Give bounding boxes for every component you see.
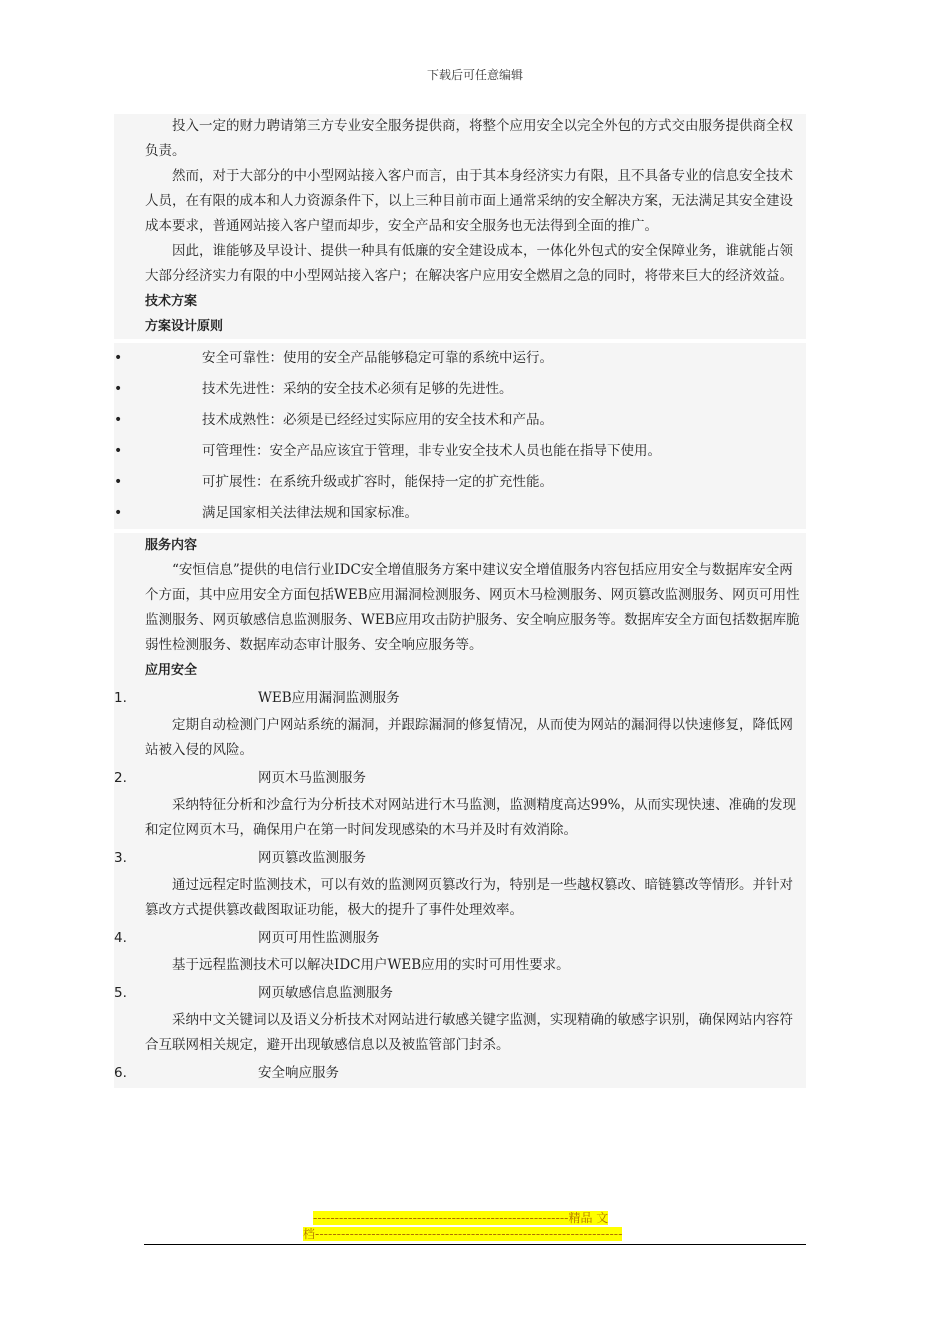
- item-description: 采纳特征分析和沙盒行为分析技术对网站进行木马监测，监测精度高达99%，从而实现快速、准确的发现和定位网页木马，确保用户在第一时间发现感染的木马并及时有效消除。: [145, 797, 797, 838]
- bullet-icon: •: [114, 350, 123, 366]
- item-number: 6.: [114, 1065, 127, 1081]
- paragraph: 然而，对于大部分的中小型网站接入客户而言，由于其本身经济实力有限，且不具备专业的信息安全技术人员，在有限的成本和人力资源条件下，以上三种目前市面上通常采纳的安全解决方案，无法满足其安全建设成本要求，普通网站接入客户望而却步，安全产品和安全服务也无法得到全面的推广。: [145, 168, 793, 234]
- intro-block: [114, 114, 806, 339]
- list-item-text: 可管理性：安全产品应该宜于管理，非专业安全技术人员也能在指导下使用。: [202, 443, 661, 459]
- footer-line: -----------------------------------------------------------精品 文: [313, 1211, 609, 1225]
- list-item: [114, 405, 806, 436]
- bullet-icon: •: [114, 474, 123, 490]
- item-title: 网页可用性监测服务: [258, 930, 380, 946]
- item-description: 定期自动检测门户网站系统的漏洞，并跟踪漏洞的修复情况，从而使为网站的漏洞得以快速修复，降低网站被入侵的风险。: [145, 717, 793, 758]
- list-item-text: 技术先进性：采纳的安全技术必须有足够的先进性。: [202, 381, 513, 397]
- numbered-item: [114, 763, 806, 793]
- numbered-item: [114, 1058, 806, 1088]
- item-number: 4.: [114, 930, 127, 946]
- item-title: 网页篡改监测服务: [258, 850, 366, 866]
- item-title: 安全响应服务: [258, 1065, 339, 1081]
- item-description: 采纳中文关键词以及语义分析技术对网站进行敏感关键字监测，实现精确的敏感字识别，确保网站内容符合互联网相关规定，避开出现敏感信息以及被监管部门封杀。: [145, 1012, 793, 1053]
- paragraph: “安恒信息”提供的电信行业IDC安全增值服务方案中建议安全增值服务内容包括应用安全与数据库安全两个方面，其中应用安全方面包括WEB应用漏洞检测服务、网页木马检测服务、网页篡改监测服务、网页可用性监测服务、网页敏感信息监测服务、WEB应用攻击防护服务、安全响应服务等。数据库安全方面包括数据库脆弱性检测服务、数据库动态审计服务、安全响应服务等。: [145, 562, 800, 653]
- list-item-text: 技术成熟性：必须是已经经过实际应用的安全技术和产品。: [202, 412, 553, 428]
- item-number: 1.: [114, 690, 127, 706]
- footer-line: 档-----------------------------------------------------------------------: [303, 1227, 623, 1241]
- section-heading-design: 方案设计原则: [145, 319, 224, 334]
- list-item: [114, 343, 806, 374]
- item-description: 基于远程监测技术可以解决IDC用户WEB应用的实时可用性要求。: [172, 957, 570, 973]
- bullet-icon: •: [114, 412, 123, 428]
- item-description: 通过远程定时监测技术，可以有效的监测网页篡改行为，特别是一些越权篡改、暗链篡改等情形。并针对篡改方式提供篡改截图取证功能，极大的提升了事件处理效率。: [145, 877, 793, 918]
- footer-watermark: [303, 1210, 648, 1242]
- service-block: [114, 533, 806, 683]
- numbered-item: [114, 978, 806, 1008]
- paragraph: 因此，谁能够及早设计、提供一种具有低廉的安全建设成本，一体化外包式的安全保障业务，谁就能占领大部分经济实力有限的中小型网站接入客户；在解决客户应用安全燃眉之急的同时，将带来巨大的经济效益。: [145, 243, 793, 284]
- numbered-list: [114, 683, 806, 1088]
- list-item: [114, 374, 806, 405]
- numbered-item: [114, 923, 806, 953]
- item-number: 3.: [114, 850, 127, 866]
- section-heading-tech: 技术方案: [145, 294, 198, 309]
- list-item: [114, 498, 806, 529]
- numbered-item: [114, 843, 806, 873]
- item-number: 2.: [114, 770, 127, 786]
- page-header: 下载后可任意编辑: [426, 68, 523, 82]
- item-title: 网页木马监测服务: [258, 770, 366, 786]
- list-item: [114, 436, 806, 467]
- list-item-text: 满足国家相关法律法规和国家标准。: [202, 505, 418, 521]
- item-title: 网页敏感信息监测服务: [258, 985, 393, 1001]
- list-item-text: 可扩展性：在系统升级或扩容时，能保持一定的扩充性能。: [202, 474, 553, 490]
- numbered-item: [114, 683, 806, 713]
- bullet-icon: •: [114, 505, 123, 521]
- list-item-text: 安全可靠性：使用的安全产品能够稳定可靠的系统中运行。: [202, 350, 553, 366]
- bullet-icon: •: [114, 443, 123, 459]
- document-body: [114, 114, 806, 1088]
- paragraph: 投入一定的财力聘请第三方专业安全服务提供商，将整个应用安全以完全外包的方式交由服务提供商全权负责。: [145, 118, 793, 159]
- item-title: WEB应用漏洞监测服务: [258, 690, 400, 706]
- footer-rule: [144, 1244, 806, 1245]
- item-number: 5.: [114, 985, 127, 1001]
- section-heading-app: 应用安全: [145, 663, 198, 678]
- section-heading-service: 服务内容: [145, 538, 198, 553]
- principles-list: [114, 343, 806, 529]
- bullet-icon: •: [114, 381, 123, 397]
- list-item: [114, 467, 806, 498]
